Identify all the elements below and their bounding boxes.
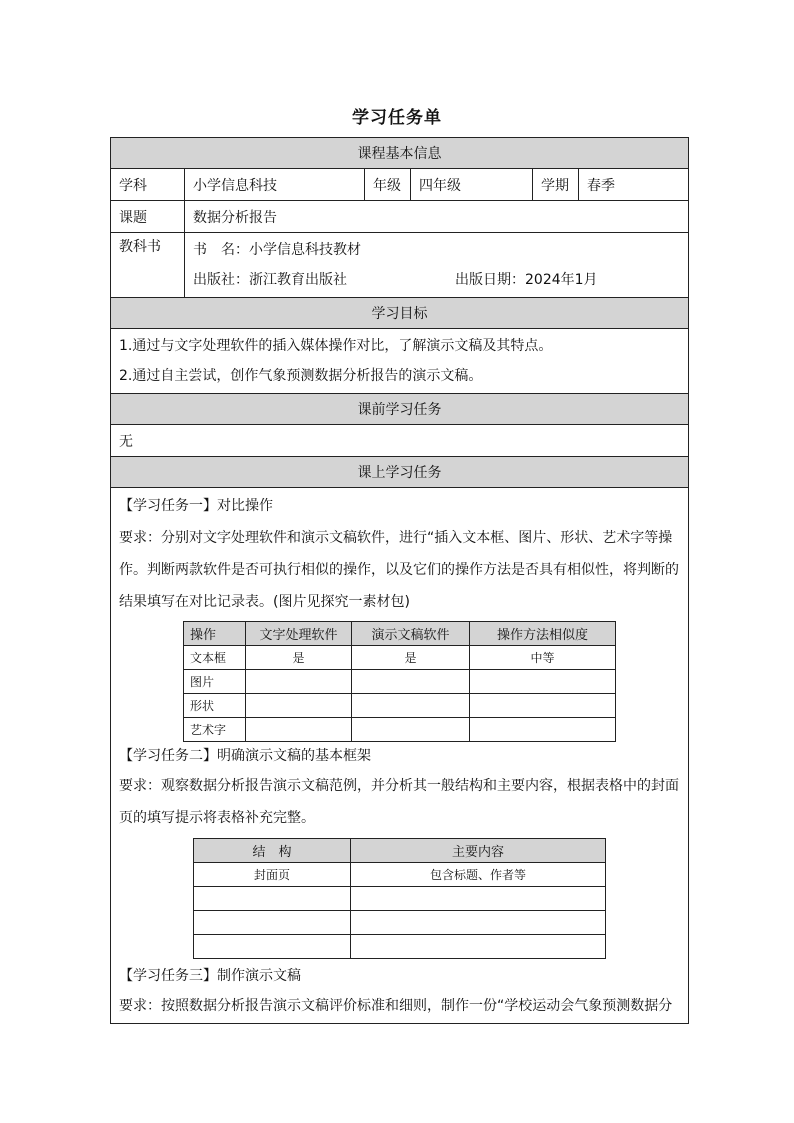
table1-cell[interactable] [246,718,352,742]
term-label: 学期 [533,169,579,201]
table1-cell: 艺术字 [184,718,246,742]
grade-label: 年级 [365,169,411,201]
pub-date: 出版日期：2024年1月 [455,272,598,288]
table2-cell[interactable] [351,935,606,959]
table1-cell: 文本框 [184,646,246,670]
goals-header: 学习目标 [111,298,689,329]
topic-value: 数据分析报告 [185,201,689,233]
table-row [194,863,606,887]
table1-cell[interactable] [352,670,470,694]
book-name: 书 名：小学信息科技教材 [193,242,361,258]
table2-cell: 封面页 [194,863,351,887]
pre-class-header: 课前学习任务 [111,394,689,425]
subject-value: 小学信息科技 [185,169,365,201]
table2-cell[interactable] [194,887,351,911]
table1-header: 演示文稿软件 [352,622,470,646]
table2-header: 主要内容 [351,839,606,863]
table1-cell[interactable] [352,718,470,742]
textbook-info [185,233,689,298]
table1-cell[interactable] [246,670,352,694]
table2-cell[interactable] [351,911,606,935]
goal-item: 2.通过自主尝试，创作气象预测数据分析报告的演示文稿。 [119,368,483,384]
table-row [194,935,606,959]
task1-requirement: 要求：分别对文字处理软件和演示文稿软件，进行“插入文本框、图片、形状、艺术字等操作。判断两款软件是否可执行相似的操作，以及它们的操作方法是否具有相似性，将判断的结果填写在对比记录表。(图片见探究一素材包) [119,530,679,610]
goals-list [111,329,689,394]
term-value: 春季 [579,169,689,201]
textbook-label-text: 教科书 [119,239,161,255]
task1-title: 【学习任务一】对比操作 [119,498,273,514]
table1-cell[interactable] [470,670,616,694]
table1-header: 操作方法相似度 [470,622,616,646]
task3-requirement: 要求：按照数据分析报告演示文稿评价标准和细则，制作一份“学校运动会气象预测数据分 [119,998,673,1014]
task2-title: 【学习任务二】明确演示文稿的基本框架 [119,748,371,764]
table1-cell[interactable] [470,718,616,742]
table1-cell: 形状 [184,694,246,718]
table1-cell: 中等 [470,646,616,670]
task-sheet-table [110,137,689,1024]
table1-header: 文字处理软件 [246,622,352,646]
table2-cell[interactable] [194,935,351,959]
table2-cell: 包含标题、作者等 [351,863,606,887]
publisher: 出版社：浙江教育出版社 [193,272,347,288]
basic-info-header: 课程基本信息 [111,138,689,169]
table1-cell: 是 [352,646,470,670]
table2-cell[interactable] [194,911,351,935]
page-title: 学习任务单 [352,108,442,128]
table1-cell[interactable] [246,694,352,718]
table1-cell: 是 [246,646,352,670]
table1-cell: 图片 [184,670,246,694]
table2-header: 结 构 [194,839,351,863]
task2-requirement: 要求：观察数据分析报告演示文稿范例，并分析其一般结构和主要内容，根据表格中的封面页的填写提示将表格补充完整。 [119,778,679,826]
table-row [184,694,616,718]
subject-label: 学科 [111,169,185,201]
grade-value: 四年级 [411,169,533,201]
publisher-row [193,265,680,295]
in-class-content [111,488,689,1024]
table-row [184,646,616,670]
pre-class-text: 无 [111,425,689,457]
table1-cell[interactable] [352,694,470,718]
table-row [194,887,606,911]
topic-label: 课题 [111,201,185,233]
in-class-header: 课上学习任务 [111,457,689,488]
textbook-label [111,233,185,298]
table-row [184,670,616,694]
table1-cell[interactable] [470,694,616,718]
structure-table [193,838,606,959]
table2-cell[interactable] [351,887,606,911]
table1-header: 操作 [184,622,246,646]
table-row [184,718,616,742]
comparison-table [183,621,616,742]
table-row [194,911,606,935]
goal-item: 1.通过与文字处理软件的插入媒体操作对比，了解演示文稿及其特点。 [119,338,553,354]
task3-title: 【学习任务三】制作演示文稿 [119,968,301,984]
